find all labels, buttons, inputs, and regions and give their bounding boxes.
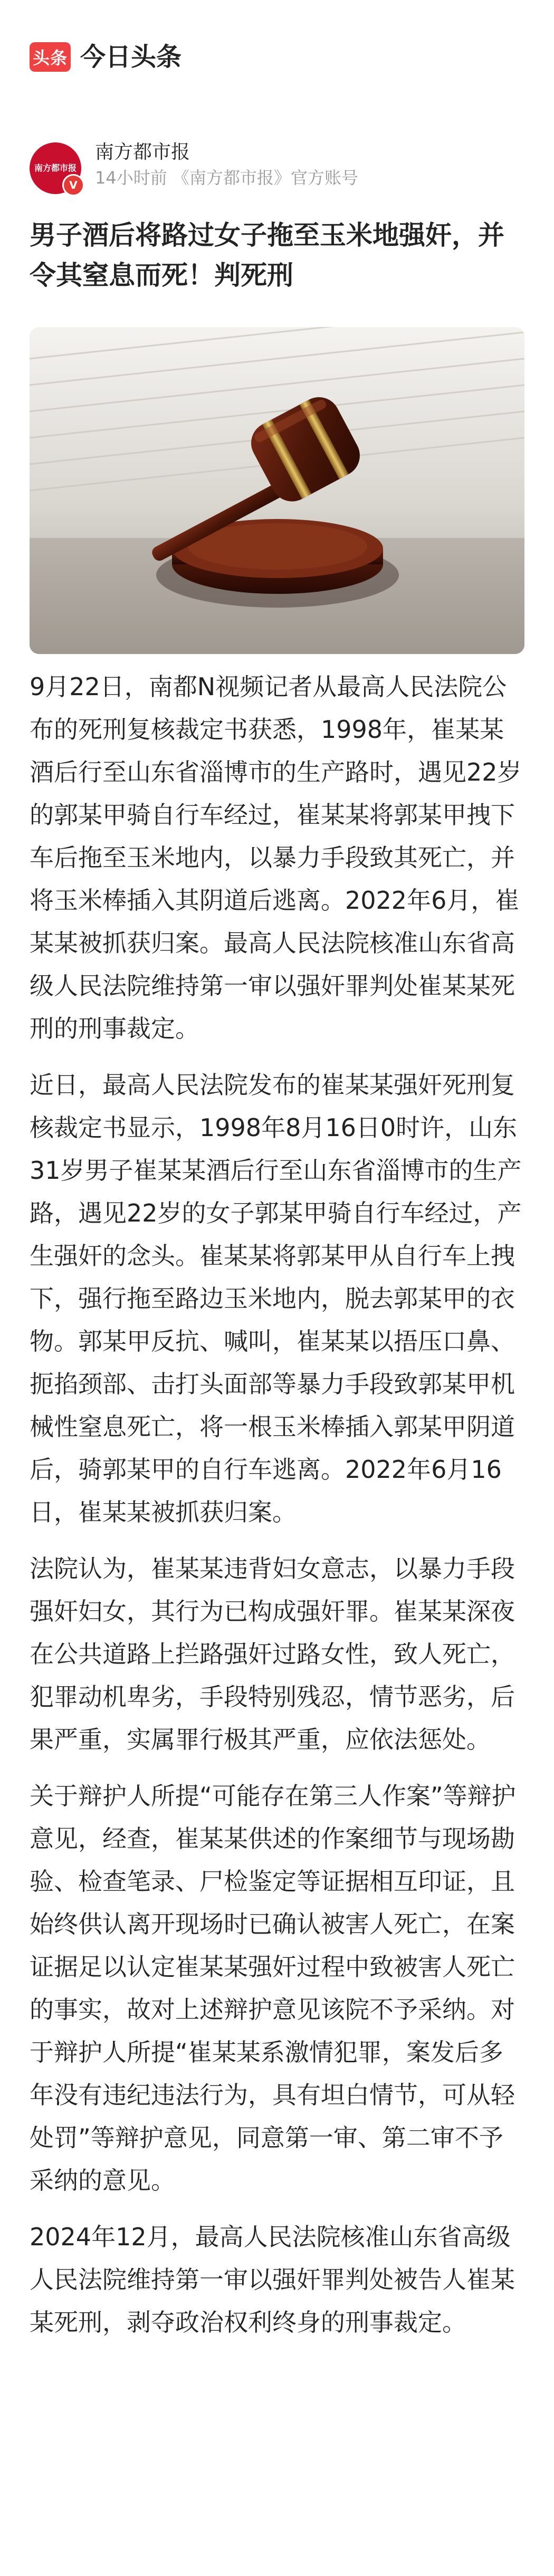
article-paragraph: 9月22日，南都N视频记者从最高人民法院公布的死刑复核裁定书获悉，1998年，崔某某酒后行至山东省淄博市的生产路时，遇见22岁的郭某甲骑自行车经过，崔某某将郭某甲拽下车后拖至玉米地内，以暴力手段致其死亡，并将玉米棒插入其阴道后逃离。2022年6月，崔某某被抓获归案。最高人民法院核准山东省高级人民法院维持第一审以强奸罪判处崔某某死刑的刑事裁定。: [30, 672, 522, 1043]
top-bar: [0, 0, 554, 105]
hero-image[interactable]: [30, 327, 524, 654]
app-logo[interactable]: 头条: [30, 42, 71, 72]
author-meta: 14小时前 《南方都市报》官方账号: [95, 168, 358, 188]
avatar[interactable]: [30, 142, 81, 194]
avatar-label: 南方都市报: [34, 163, 77, 173]
article-paragraph: 2024年12月，最高人民法院核准山东省高级人民法院维持第一审以强奸罪判处被告人崔某某死刑，剥夺政治权利终身的刑事裁定。: [30, 2223, 515, 2337]
article-paragraph: 法院认为，崔某某违背妇女意志，以暴力手段强奸妇女，其行为已构成强奸罪。崔某某深夜在公共道路上拦路强奸过路女性，致人死亡，犯罪动机卑劣，手段特别残忍，情节恶劣，后果严重，实属罪行极其严重，应依法惩处。: [30, 1554, 515, 1754]
gavel-icon: [30, 327, 524, 654]
app-name: 今日头条: [80, 42, 182, 72]
article-title: 男子酒后将路过女子拖至玉米地强奸，并令其窒息而死！判死刑: [30, 220, 504, 291]
article-body: [30, 666, 526, 2358]
article-paragraph: 近日，最高人民法院发布的崔某某强奸死刑复核裁定书显示，1998年8月16日0时许，山东31岁男子崔某某酒后行至山东省淄博市的生产路，遇见22岁的女子郭某甲骑自行车经过，产生强奸的念头。崔某某将郭某甲从自行车上拽下，强行拖至路边玉米地内，脱去郭某甲的衣物。郭某甲反抗、喊叫，崔某某以捂压口鼻、扼掐颈部、击打头面部等暴力手段致郭某甲机械性窒息死亡，将一根玉米棒插入郭某甲阴道后，骑郭某甲的自行车逃离。2022年6月16日，崔某某被抓获归案。: [30, 1071, 522, 1526]
author-header[interactable]: [0, 132, 554, 200]
verified-badge-icon: V: [62, 174, 84, 196]
author-name[interactable]: 南方都市报: [95, 141, 190, 163]
article-paragraph: 关于辩护人所提“可能存在第三人作案”等辩护意见，经查，崔某某供述的作案细节与现场勘验、检查笔录、尸检鉴定等证据相互印证，且始终供认离开现场时已确认被害人死亡，在案证据足以认定崔某某强奸过程中致被害人死亡的事实，故对上述辩护意见该院不予采纳。对于辩护人所提“崔某某系激情犯罪，案发后多年没有违纪违法行为，具有坦白情节，可从轻处罚”等辩护意见，同意第一审、第二审不予采纳的意见。: [30, 1782, 516, 2195]
